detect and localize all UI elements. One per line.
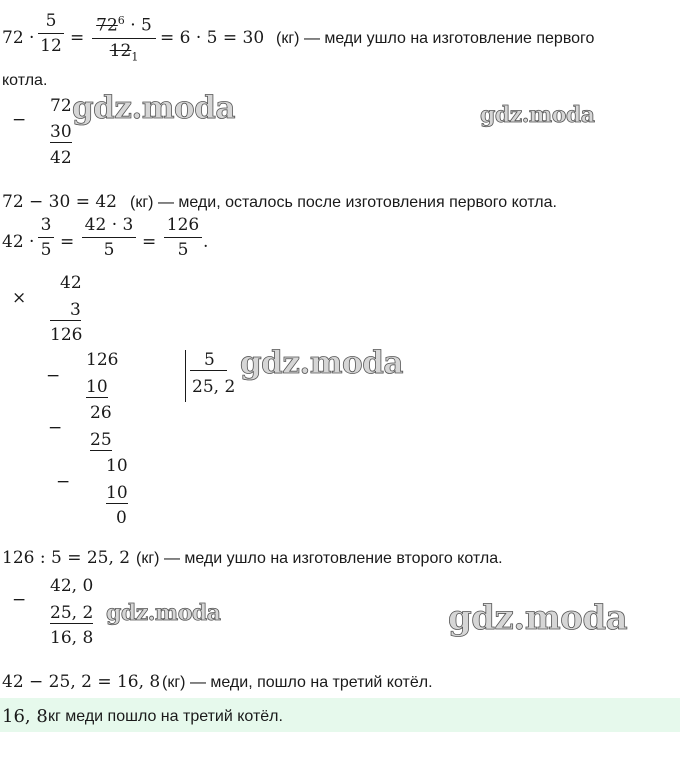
div-divisor: 5 (190, 350, 227, 371)
mul1-b: 3 (50, 300, 81, 321)
div-step: 10 (106, 456, 128, 476)
sub2-minus: − (12, 590, 27, 610)
line4-math: 126 : 5 = 25, 2 (2, 548, 131, 568)
line1-result: = 6 · 5 = 30 (160, 28, 265, 48)
fraction-5-12: 5 12 (38, 10, 64, 57)
fraction-126-5: 126 5 (164, 214, 202, 261)
sub1-a: 72 (50, 96, 72, 116)
line1-continued: котла. (2, 72, 48, 89)
div-step: 25 (90, 430, 112, 450)
div-step: 10 (106, 483, 128, 503)
sub2-b: 25, 2 (50, 603, 94, 623)
line5-text: (кг) — меди, пошло на третий котёл. (162, 674, 433, 691)
div-minus: − (56, 472, 71, 492)
watermark: gdz.moda (448, 598, 628, 638)
div-step: 26 (90, 403, 112, 423)
div-quotient: 25, 2 (192, 377, 236, 397)
sub1-minus: − (12, 110, 27, 130)
line3-dot: . (203, 232, 209, 252)
line1-prefix: 72 · (2, 28, 35, 48)
answer-box (0, 698, 680, 732)
mul1-result: 126 (50, 325, 83, 345)
line5-math: 42 − 25, 2 = 16, 8 (2, 672, 161, 692)
sub1-result: 42 (50, 148, 72, 168)
watermark: gdz.moda (106, 600, 221, 626)
watermark: gdz.moda (480, 102, 595, 128)
answer-math: 16, 8 (2, 706, 48, 727)
div-minus: − (48, 418, 63, 438)
sub1-b: 30 (50, 122, 72, 142)
line2-math: 72 − 30 = 42 (2, 192, 117, 212)
watermark: gdz.moda (72, 90, 235, 126)
sub2-a: 42, 0 (50, 576, 94, 596)
mul1-a: 42 (60, 273, 82, 293)
div-minus: − (46, 366, 61, 386)
sub2-result: 16, 8 (50, 628, 94, 648)
watermark: gdz.moda (240, 345, 403, 381)
line2-text: (кг) — меди, осталось после изготовления первого котла. (130, 194, 557, 211)
line3-eq1: = (60, 232, 75, 252)
div-dividend: 126 (86, 350, 119, 370)
fraction-reduced: $72^6 \cdot 5$ $12_1$ (92, 10, 156, 68)
fraction-42x3-5: 42 · 3 5 (82, 214, 136, 261)
line3-eq2: = (142, 232, 157, 252)
fraction-3-5: 3 5 (38, 214, 54, 261)
line4-text: (кг) — меди ушло на изготовление второго котла. (136, 550, 503, 567)
line1-text: (кг) — меди ушло на изготовление первого (276, 30, 595, 47)
div-step: 0 (116, 508, 127, 528)
mul1-times: × (12, 288, 27, 308)
div-vertical-line (185, 350, 186, 402)
div-step: 10 (86, 377, 108, 397)
answer-text: кг меди пошло на третий котёл. (48, 708, 283, 725)
line3-prefix: 42 · (2, 232, 35, 252)
line1-eq: = (70, 28, 85, 48)
